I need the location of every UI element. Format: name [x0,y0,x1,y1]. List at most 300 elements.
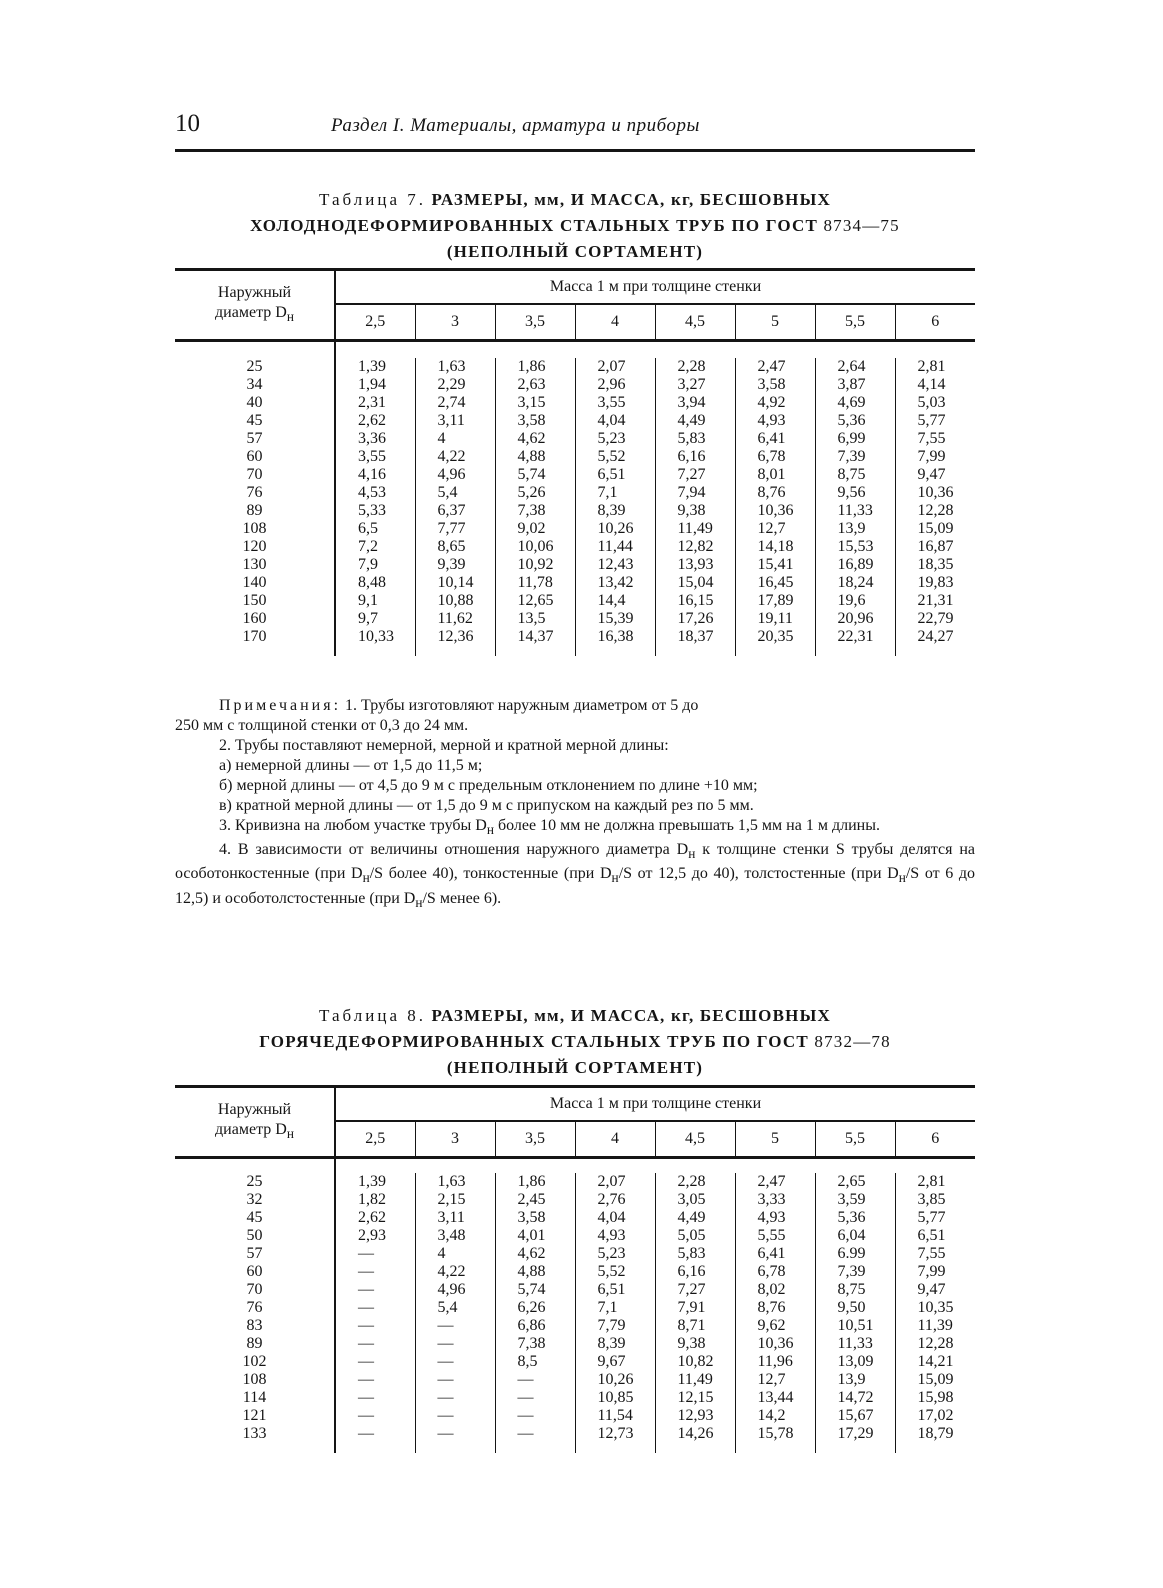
mass-cell: 2,47 [735,1173,815,1191]
diameter-cell: 102 [175,1353,335,1371]
mass-cell: 15,09 [895,1371,975,1389]
mass-cell: 7,27 [655,1281,735,1299]
mass-cell: 14,4 [575,592,655,610]
diameter-cell: 120 [175,538,335,556]
mass-cell: 17,02 [895,1407,975,1425]
mass-cell: 15,04 [655,574,735,592]
table8-diameter-header [175,1088,335,1158]
mass-cell: 10,36 [895,484,975,502]
mass-cell: 8,39 [575,1335,655,1353]
table7-title-line1: РАЗМЕРЫ, мм, И МАССА, кг, БЕСШОВНЫХ [431,190,831,209]
mass-cell: 10,88 [415,592,495,610]
table8 [175,1085,975,1453]
mass-cell: 2,62 [358,412,386,429]
mass-cell: 2,28 [655,358,735,376]
mass-cell: 9,67 [575,1353,655,1371]
wall-thickness-header: 2,5 [365,313,386,330]
mass-cell: 13,93 [655,556,735,574]
mass-cell: 1,39 [358,1173,386,1190]
mass-cell: 2,07 [575,358,655,376]
table7-body [175,358,975,656]
mass-cell: 2,64 [815,358,895,376]
mass-cell: 6,16 [655,1263,735,1281]
table-row [175,502,975,520]
mass-cell: 16,38 [575,628,655,646]
mass-cell: 14,2 [735,1407,815,1425]
diameter-cell: 83 [175,1317,335,1335]
mass-cell: 18,37 [655,628,735,646]
wall-thickness-header: 5,5 [815,1121,895,1158]
table-row [175,1227,975,1245]
mass-cell: 7,1 [575,484,655,502]
mass-cell: 3,55 [358,448,386,465]
wall-thickness-header: 6 [895,1121,975,1158]
mass-cell: — [358,1317,374,1334]
mass-cell: 18,24 [815,574,895,592]
note-3-part1: 3. Кривизна на любом участке трубы D [219,817,487,834]
mass-cell: — [415,1407,495,1425]
mass-cell: — [415,1317,495,1335]
mass-cell: 7,38 [495,1335,575,1353]
diameter-header-sub: н [286,309,294,325]
mass-cell: — [495,1389,575,1407]
diameter-cell: 108 [175,520,335,538]
mass-cell: 3,58 [495,412,575,430]
mass-cell: 6,51 [575,466,655,484]
mass-cell: 5,05 [655,1227,735,1245]
mass-cell: 9,1 [358,592,378,609]
table7-title-line3: (НЕПОЛНЫЙ СОРТАМЕНТ) [446,242,704,261]
diameter-cell: 140 [175,574,335,592]
mass-cell: 19,6 [815,592,895,610]
mass-cell: 9,38 [655,1335,735,1353]
mass-cell: 1,63 [415,358,495,376]
note-4-part1: 4. В зависимости от величины отношения наружного диаметра D [219,841,689,859]
mass-cell: 13,42 [575,574,655,592]
mass-cell: 3,85 [895,1191,975,1209]
mass-cell: 7,91 [655,1299,735,1317]
diameter-header-line1: Наружный [217,283,292,301]
wall-thickness-header: 6 [895,304,975,341]
diameter-cell: 121 [175,1407,335,1425]
mass-cell: 7,2 [358,538,378,555]
mass-cell: 8,76 [735,484,815,502]
table8-caption [175,1003,975,1081]
table-row [175,538,975,556]
mass-cell: 6.99 [815,1245,895,1263]
mass-cell: 4,04 [575,1209,655,1227]
mass-cell: 11,62 [415,610,495,628]
wall-thickness-header: 4,5 [655,304,735,341]
diameter-cell: 57 [175,1245,335,1263]
mass-cell: 6,99 [815,430,895,448]
mass-cell: 7,99 [895,1263,975,1281]
diameter-cell: 170 [175,628,335,646]
table-row [175,1353,975,1371]
mass-cell: 3,94 [655,394,735,412]
mass-cell: 1,86 [495,358,575,376]
diameter-cell: 50 [175,1227,335,1245]
mass-cell: 5,83 [655,430,735,448]
mass-cell: — [415,1389,495,1407]
mass-cell: 5,4 [415,1299,495,1317]
mass-cell: 9,38 [655,502,735,520]
note-1 [175,696,975,736]
mass-cell: 1,63 [415,1173,495,1191]
mass-cell: 2,81 [895,358,975,376]
mass-cell: 10,36 [735,1335,815,1353]
diameter-cell: 45 [175,412,335,430]
diameter-cell: 60 [175,1263,335,1281]
mass-cell: — [358,1425,374,1442]
mass-cell: — [358,1335,374,1352]
mass-cell: 3,27 [655,376,735,394]
mass-cell: 2,28 [655,1173,735,1191]
note-1-line2: 250 мм с толщиной стенки от 0,3 до 24 мм. [175,717,469,734]
mass-cell: 4 [415,1245,495,1263]
mass-cell: 2,62 [358,1209,386,1226]
note-4-part2: к толщине стенки S трубы делятся на особотонкостенные (при D [175,841,976,883]
mass-cell: 12,7 [735,1371,815,1389]
mass-cell: 13,5 [495,610,575,628]
mass-cell: 22,31 [815,628,895,646]
mass-cell: 7,27 [655,466,735,484]
table-row [175,1281,975,1299]
diameter-cell: 108 [175,1371,335,1389]
note-3 [175,816,975,840]
mass-cell: — [358,1245,374,1262]
mass-cell: 7,39 [815,448,895,466]
mass-cell: 17,26 [655,610,735,628]
diameter-cell: 133 [175,1425,335,1443]
table-row [175,556,975,574]
mass-cell: 21,31 [895,592,975,610]
note-4-sub4: н [898,870,906,886]
wall-thickness-header: 4,5 [655,1121,735,1158]
mass-cell: 14,26 [655,1425,735,1443]
diameter-cell: 76 [175,484,335,502]
table-row [175,1173,975,1191]
mass-cell: 11,44 [575,538,655,556]
table8-label: Таблица 8. [319,1006,427,1025]
diameter-cell: 32 [175,1191,335,1209]
mass-cell: 16,45 [735,574,815,592]
table8-title-line1: РАЗМЕРЫ, мм, И МАССА, кг, БЕСШОВНЫХ [431,1006,831,1025]
diameter-cell: 45 [175,1209,335,1227]
mass-cell: 16,87 [895,538,975,556]
note-1-line1: 1. Трубы изготовляют наружным диаметром от 5 до [345,697,699,714]
mass-cell: 4,69 [815,394,895,412]
mass-cell: 5,36 [815,412,895,430]
mass-cell: — [358,1353,374,1370]
mass-cell: — [415,1371,495,1389]
mass-cell: 13,44 [735,1389,815,1407]
mass-cell: 18,35 [895,556,975,574]
mass-cell: 6,78 [735,1263,815,1281]
mass-cell: 7,38 [495,502,575,520]
mass-cell: 15,53 [815,538,895,556]
mass-cell: 7,39 [815,1263,895,1281]
note-4-sub3: н [611,870,619,886]
mass-cell: 4,04 [575,412,655,430]
mass-cell: 7,55 [895,1245,975,1263]
mass-cell: — [495,1425,575,1443]
mass-cell: 10,33 [358,628,394,645]
mass-cell: 8,01 [735,466,815,484]
mass-cell: 5,74 [495,1281,575,1299]
mass-cell: — [358,1299,374,1316]
mass-cell: 10,35 [895,1299,975,1317]
mass-cell: 1,82 [358,1191,386,1208]
wall-thickness-header: 5 [735,1121,815,1158]
mass-cell: 8,76 [735,1299,815,1317]
mass-cell: 10,51 [815,1317,895,1335]
table8-gost: 8732—78 [814,1032,891,1051]
page-number: 10 [175,110,200,137]
mass-cell: 8,65 [415,538,495,556]
note-2b: б) мерной длины — от 4,5 до 9 м с предельным отклонением по длине +10 мм; [219,777,758,794]
mass-cell: — [415,1353,495,1371]
mass-cell: 8,5 [495,1353,575,1371]
diameter-cell: 160 [175,610,335,628]
note-3-part2: более 10 мм не должна превышать 1,5 мм на 1 м длины. [497,817,880,834]
running-title: Раздел I. Материалы, арматура и приборы [331,115,700,136]
mass-cell: 14,21 [895,1353,975,1371]
mass-cell: 7,94 [655,484,735,502]
mass-cell: 2,15 [415,1191,495,1209]
notes-heading: Примечания: [219,697,342,714]
table-row [175,1317,975,1335]
mass-cell: 22,79 [895,610,975,628]
mass-cell: 4,14 [895,376,975,394]
diameter-cell: 57 [175,430,335,448]
mass-cell: 3,36 [358,430,386,447]
mass-cell: 4,22 [415,1263,495,1281]
mass-cell: 3,11 [415,412,495,430]
mass-cell: — [495,1371,575,1389]
mass-cell: 5,26 [495,484,575,502]
diameter-cell: 76 [175,1299,335,1317]
mass-cell: 12,15 [655,1389,735,1407]
mass-cell: 9,47 [895,1281,975,1299]
mass-cell: 5,33 [358,502,386,519]
mass-cell: 1,86 [495,1173,575,1191]
mass-cell: 5,77 [895,412,975,430]
mass-cell: 11,33 [815,1335,895,1353]
mass-cell: 10,26 [575,1371,655,1389]
note-3-sub: н [486,822,494,838]
note-4-part6: /S менее 6). [422,889,502,907]
notes [175,696,975,913]
mass-cell: 5,74 [495,466,575,484]
mass-cell: 3,59 [815,1191,895,1209]
mass-cell: 9,47 [895,466,975,484]
note-4 [175,840,975,913]
mass-cell: 12,36 [415,628,495,646]
mass-cell: 12,73 [575,1425,655,1443]
table8-title-line3: (НЕПОЛНЫЙ СОРТАМЕНТ) [446,1058,704,1077]
diameter-cell: 60 [175,448,335,466]
mass-cell: 1,94 [358,376,386,393]
mass-cell: 2,74 [415,394,495,412]
table-row [175,1263,975,1281]
mass-cell: 4,93 [735,1209,815,1227]
mass-cell: 15,98 [895,1389,975,1407]
mass-cell: 10,26 [575,520,655,538]
mass-cell: — [358,1407,374,1424]
wall-thickness-header: 3,5 [495,304,575,341]
diameter-header-line2: диаметр D [215,303,287,321]
diameter-cell: 89 [175,1335,335,1353]
mass-cell: 18,79 [895,1425,975,1443]
note-4-sub2: н [362,870,370,886]
mass-cell: 10,14 [415,574,495,592]
mass-cell: 15,39 [575,610,655,628]
mass-cell: 19,11 [735,610,815,628]
diameter-cell: 130 [175,556,335,574]
mass-cell: 5,83 [655,1245,735,1263]
mass-cell: 11,96 [735,1353,815,1371]
mass-cell: 4,53 [358,484,386,501]
note-4-part3: /S более 40), тонкостенные (при D [369,865,612,883]
mass-cell: 15,67 [815,1407,895,1425]
table-row [175,592,975,610]
table-row [175,466,975,484]
mass-cell: 8,71 [655,1317,735,1335]
mass-cell: 2,76 [575,1191,655,1209]
diameter-cell: 70 [175,1281,335,1299]
mass-cell: 4,01 [495,1227,575,1245]
mass-cell: 11,49 [655,1371,735,1389]
mass-cell: 19,83 [895,574,975,592]
mass-cell: 12,7 [735,520,815,538]
mass-cell: 20,96 [815,610,895,628]
mass-cell: 15,78 [735,1425,815,1443]
mass-cell: 13,9 [815,520,895,538]
table-row [175,1191,975,1209]
mass-cell: 13,09 [815,1353,895,1371]
mass-cell: — [358,1263,374,1280]
diameter-cell: 25 [175,358,335,376]
mass-cell: 3,15 [495,394,575,412]
diameter-header-line2: диаметр D [215,1120,287,1138]
mass-cell: 2,96 [575,376,655,394]
mass-cell: 2,07 [575,1173,655,1191]
mass-cell: 5,52 [575,1263,655,1281]
mass-cell: 15,09 [895,520,975,538]
mass-cell: 3,58 [495,1209,575,1227]
mass-cell: 24,27 [895,628,975,646]
mass-cell: 3,55 [575,394,655,412]
table-row [175,1425,975,1443]
mass-cell: 10,92 [495,556,575,574]
table8-mass-header: Масса 1 м при толщине стенки [335,1088,975,1121]
table-row [175,1299,975,1317]
mass-cell: 16,15 [655,592,735,610]
mass-cell: 6,41 [735,1245,815,1263]
mass-cell: 4,22 [415,448,495,466]
mass-cell: 6,5 [358,520,378,537]
mass-cell: 7,99 [895,448,975,466]
mass-cell: 11,33 [815,502,895,520]
mass-cell: — [358,1389,374,1406]
mass-cell: 4,96 [415,466,495,484]
mass-cell: 14,72 [815,1389,895,1407]
mass-cell: 4,88 [495,1263,575,1281]
mass-cell: 1,39 [358,358,386,375]
note-4-part5: /S от 6 до 12,5) и особотолстостенные (при D [175,865,976,907]
mass-cell: 17,29 [815,1425,895,1443]
mass-cell: 10,36 [735,502,815,520]
mass-cell: 4,16 [358,466,386,483]
mass-cell: 10,85 [575,1389,655,1407]
mass-cell: 4,62 [495,430,575,448]
mass-cell: — [358,1371,374,1388]
mass-cell: 7,77 [415,520,495,538]
table-row [175,1209,975,1227]
table-row [175,394,975,412]
mass-cell: 17,89 [735,592,815,610]
mass-cell: 2,93 [358,1227,386,1244]
mass-cell: 12,82 [655,538,735,556]
table-row [175,1389,975,1407]
mass-cell: 7,9 [358,556,378,573]
mass-cell: 3,33 [735,1191,815,1209]
mass-cell: 5,03 [895,394,975,412]
table-row [175,376,975,394]
diameter-cell: 40 [175,394,335,412]
mass-cell: 8,48 [358,574,386,591]
diameter-cell: 70 [175,466,335,484]
note-4-part4: /S от 12,5 до 40), толстостенные (при D [618,865,899,883]
mass-cell: 4,93 [735,412,815,430]
mass-cell: 11,54 [575,1407,655,1425]
table-row [175,484,975,502]
note-4-sub5: н [415,894,423,910]
mass-cell: 10,06 [495,538,575,556]
mass-cell: 2,65 [815,1173,895,1191]
mass-cell: 6,51 [575,1281,655,1299]
mass-cell: 3,87 [815,376,895,394]
mass-cell: 4,49 [655,1209,735,1227]
mass-cell: 5,77 [895,1209,975,1227]
mass-cell: — [358,1281,374,1298]
table7-diameter-header [175,271,335,341]
mass-cell: 5,36 [815,1209,895,1227]
wall-thickness-header: 4 [575,304,655,341]
table7-label: Таблица 7. [319,190,427,209]
table7-caption-line1 [175,187,975,213]
mass-cell: 11,39 [895,1317,975,1335]
mass-cell: 10,82 [655,1353,735,1371]
mass-cell: 6,78 [735,448,815,466]
mass-cell: 6,41 [735,430,815,448]
table-row [175,610,975,628]
mass-cell: 7,79 [575,1317,655,1335]
table-row [175,430,975,448]
mass-cell: 2,29 [415,376,495,394]
mass-cell: 12,28 [895,1335,975,1353]
table-row [175,628,975,646]
table-row [175,1371,975,1389]
mass-cell: 12,93 [655,1407,735,1425]
mass-cell: 5,55 [735,1227,815,1245]
table7-grid [175,271,975,656]
mass-cell: 3,58 [735,376,815,394]
mass-cell: 8,75 [815,466,895,484]
mass-cell: 2,47 [735,358,815,376]
table7-gost: 8734—75 [823,216,900,235]
